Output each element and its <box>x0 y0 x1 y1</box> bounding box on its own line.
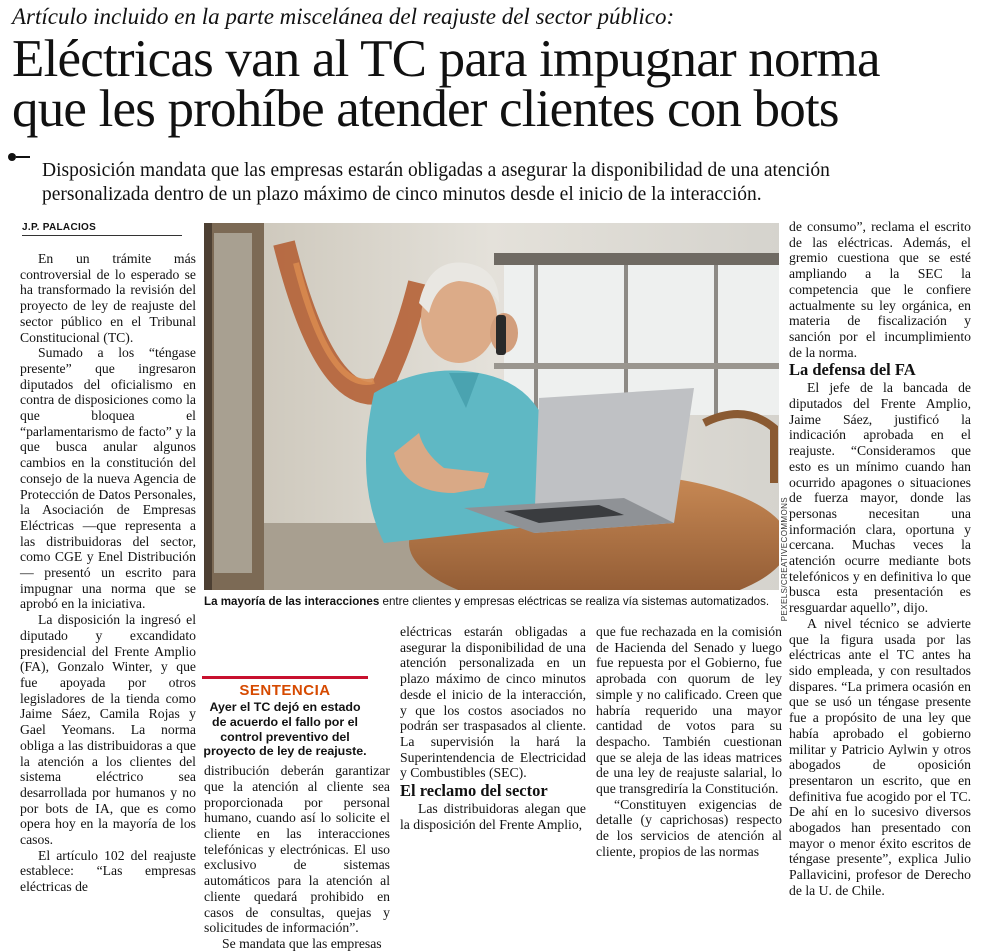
article-column-5 <box>789 219 971 899</box>
subheading: La defensa del FA <box>789 360 916 380</box>
photo-caption <box>204 594 782 609</box>
headline-line-1: Eléctricas van al TC para impugnar norma <box>12 30 880 88</box>
paragraph: Las distribuidoras alegan que la disposición del Frente Amplio, <box>400 801 586 832</box>
article-column-4 <box>596 624 782 860</box>
paragraph: de consumo”, reclama el escrito de las eléctricas. Además, el gremio cuestiona que se esté ampliando a la SEC la competencia que le confiere actualmente su ley orgánica, en materia de fiscalización y sanción por el incumplimiento de la norma. <box>789 219 971 360</box>
article-photo <box>204 223 779 590</box>
summary <box>42 159 972 207</box>
article-column-1 <box>20 251 196 895</box>
paragraph: El jefe de la bancada de diputados del Frente Amplio, Jaime Sáez, justificó la indicación aprobada en el reajuste. “Consideramos que esto es un mínimo cuando han ocurrido apagones o situaciones de fuerza mayor, donde las personas necesitan una información clara, oportuna y cercana. Muchas veces la atención ocurre mediante bots telefónicos y en definitiva lo que busca esta presentación es resguardar aquello”, dijo. <box>789 380 971 616</box>
paragraph: Se mandata que las empresas <box>222 935 382 951</box>
pullquote-tag: SENTENCIA <box>239 682 331 699</box>
paragraph: eléctricas estarán obligadas a asegurar la disponibilidad de una atención personalizada en un plazo máximo de cinco minutos desde el inicio de la interacción, y que los costos asociados no podrán ser traspasados al cliente. La supervisión la hará la Superintendencia de Electricidad y Combustibles (SEC). <box>400 624 586 781</box>
pullquote-text: Ayer el TC dejó en estado de acuerdo el fallo por el control preventivo del proyecto de ley de reajuste. <box>203 700 367 759</box>
summary-bullet-icon <box>8 153 16 161</box>
photo-credit: PEXELS/CREATIVECOMMONS <box>780 497 789 622</box>
byline: J.P. PALACIOS <box>22 222 182 236</box>
summary-rule <box>16 156 30 158</box>
caption-bold: La mayoría de las interacciones <box>204 595 380 608</box>
paragraph: En un trámite más controversial de lo esperado se ha transformado la revisión del proyecto de ley de reajuste del sector público en el Tribunal Constitucional (TC). <box>20 251 196 345</box>
headline <box>12 30 972 138</box>
paragraph: El artículo 102 del reajuste establece: “Las empresas eléctricas de <box>20 847 196 895</box>
caption-text: entre clientes y empresas eléctricas se realiza vía sistemas automatizados. <box>379 595 770 608</box>
pullquote-box <box>202 676 368 759</box>
paragraph: La disposición la ingresó el diputado y excandidato presidencial del Frente Amplio (FA), Gonzalo Winter, y que fue apoyada por otros legisladores de la tienda como Jaime Sáez, Camila Rojas y Gael Yeomans. La norma obliga a las distribuidoras a que la atención a los clientes del sistema eléctrico sea desarrollada por humanos y no por bots de IA, que es como opera hoy en la mayoría de los casos. <box>20 612 196 848</box>
paragraph: que fue rechazada en la comisión de Hacienda del Senado y luego fue repuesta por el Gobierno, fue aprobada con quorum de ley simple y no calificado. Creen que habría requerido una mayor cantidad de votos para su despacho. También cuestionan que se aleja de las ideas matrices de una ley de reajuste salarial, lo que transgrediría la Constitución. <box>596 624 782 797</box>
paragraph: “Constituyen exigencias de detalle (y caprichosas) respecto de los servicios de atención al cliente, propios de las normas <box>596 796 782 859</box>
article-column-3 <box>400 624 586 832</box>
man-on-phone-illustration <box>204 223 779 590</box>
headline-line-2: que les prohíbe atender clientes con bots <box>12 80 839 138</box>
paragraph: A nivel técnico se advierte que la figura usada por las eléctricas ante el TC antes ha sido empleada, y con resultados dispares. “La primera ocasión en que se usó un téngase presente fue a propósito de una ley que había aprobado el gobierno militar y Patricio Aylwin y otros abogados de oposición presentaron un escrito, que en definitiva fue acogido por el TC. De ahí en lo sucesivo diversos abogados han presentado con mayor o menor éxito escritos de téngase presente”, explica Julio Pallavicini, profesor de Derecho de la U. de Chile. <box>789 615 971 898</box>
summary-line-2: personalizada dentro de un plazo máximo de cinco minutos desde el inicio de la interacción. <box>42 184 762 205</box>
article-column-2 <box>204 624 390 952</box>
subheading: El reclamo del sector <box>400 781 548 801</box>
paragraph: distribución deberán garantizar que la atención al cliente sea proporcionada por personal humano, cuando así lo solicite el cliente en las interacciones telefónicas y electrónicas. El uso exclusivo de sistemas automáticos para la atención al cliente quedará prohibido en casos de consultas, quejas y solicitudes de información”. <box>204 763 390 936</box>
paragraph: Sumado a los “téngase presente” que ingresaron diputados del oficialismo en contra de disposiciones como la que bloquea el “parlamentarismo de facto” y la que busca anular algunos cambios en la constitución del consejo de la nueva Agencia de Protección de Datos Personales, la Asociación de Empresas Eléctricas —que representa a las distribuidoras del sector, como CGE y Enel Distribución— presentó un escrito para impugnar una norma que se aprobó en la iniciativa. <box>20 345 196 612</box>
kicker: Artículo incluido en la parte miscelánea del reajuste del sector público: <box>12 4 675 29</box>
summary-line-1: Disposición mandata que las empresas estarán obligadas a asegurar la disponibilidad de una atención <box>42 160 830 181</box>
